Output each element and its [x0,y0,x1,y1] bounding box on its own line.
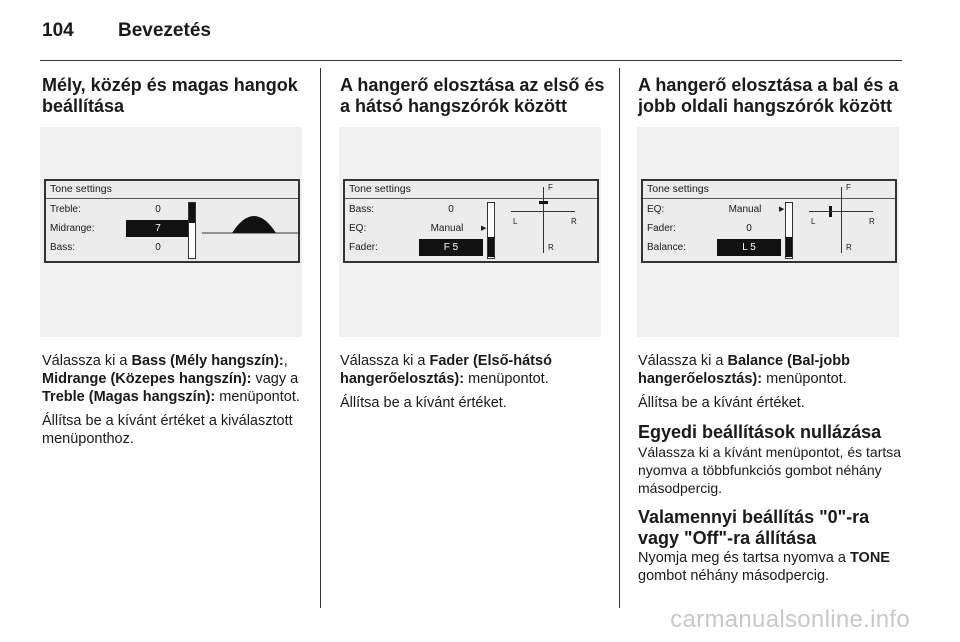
lcd-row-eq: EQ: Manual ▶ [647,201,787,218]
fader-vertical-axis [543,187,544,253]
lcd-title: Tone settings [345,181,597,199]
arrow-right-icon: ▶ [779,206,785,213]
page-header [42,20,211,42]
column-divider-2 [619,68,620,608]
tone-instruction: Válassza ki a Bass (Mély hangszín):, Midrange (Közepes hangszín): vagy a Treble (Magas hangszín): menüpontot. [42,353,300,405]
balance-lcd: Tone settings EQ: Manual ▶ Fader: 0 Balance: L 5 F R L R [641,179,897,263]
balance-vertical-axis [841,187,842,253]
page-number: 104 [42,20,74,41]
lcd-scrollbar [188,202,196,259]
lcd-scrollbar [785,202,793,259]
fader-instruction: Válassza ki a Fader (Első-hátsó hangerőelosztás): menüpontot. [340,353,552,387]
fader-lcd: Tone settings Bass: 0 EQ: Manual ▶ Fader: F 5 F R L R [343,179,599,263]
column-tone [42,75,312,117]
lcd-title: Tone settings [643,181,895,199]
column-fader-text [340,352,612,412]
lcd-row-bass: Bass: 0 [50,242,161,253]
lcd-row-fader: Fader: 0 [647,223,752,234]
heading-reset-single: Egyedi beállítások nullázása [638,422,882,442]
lcd-scrollbar [487,202,495,259]
reset-all-text: Nyomja meg és tartsa nyomva a TONE gombot néhány másodpercig. [638,550,890,584]
column-balance [638,75,904,117]
fader-display-image [339,127,601,337]
lcd-row-eq: EQ: Manual ▶ [349,220,489,237]
balance-instruction: Válassza ki a Balance (Bal-jobb hangerőelosztás): menüpontot. [638,353,850,387]
fader-adjust-text: Állítsa be a kívánt értéket. [340,395,507,411]
fader-marker [539,201,548,204]
balance-adjust-text: Állítsa be a kívánt értéket. [638,395,805,411]
eq-curve-icon [202,199,298,259]
column-balance-text [638,352,906,585]
reset-single-text: Válassza ki a kívánt menüpontot, és tartsa nyomva a többfunkciós gombot néhány másodpercig. [638,444,902,496]
lcd-row-treble: Treble: 0 [50,204,161,215]
column-tone-text [42,352,312,448]
tone-lcd [44,179,300,263]
lcd-row-midrange: Midrange: 7 [50,220,190,237]
column-divider-1 [320,68,321,608]
lcd-row-balance: Balance: L 5 [647,239,787,256]
heading-reset-all: Valamennyi beállítás "0"-ra vagy "Off"-ra állítása [638,507,870,548]
balance-display-image [637,127,899,337]
watermark: carmanualsonline.info [670,606,910,633]
heading-balance: A hangerő elosztása a bal és a jobb oldali hangszórók között [638,75,899,116]
lcd-title: Tone settings [46,181,298,199]
section-title: Bevezetés [118,20,211,41]
column-fader [340,75,610,117]
arrow-right-icon: ▶ [481,225,487,232]
tone-adjust-text: Állítsa be a kívánt értéket a kiválasztott menüponthoz. [42,413,293,447]
balance-horizontal-axis [809,211,873,212]
lcd-row-fader: Fader: F 5 [349,239,489,256]
tone-display-image [40,127,302,337]
fader-horizontal-axis [511,211,575,212]
heading-tone: Mély, közép és magas hangok beállítása [42,75,298,116]
lcd-row-bass: Bass: 0 [349,204,454,215]
balance-marker [829,206,832,217]
heading-fader: A hangerő elosztása az első és a hátsó hangszórók között [340,75,605,116]
header-rule [40,60,902,61]
